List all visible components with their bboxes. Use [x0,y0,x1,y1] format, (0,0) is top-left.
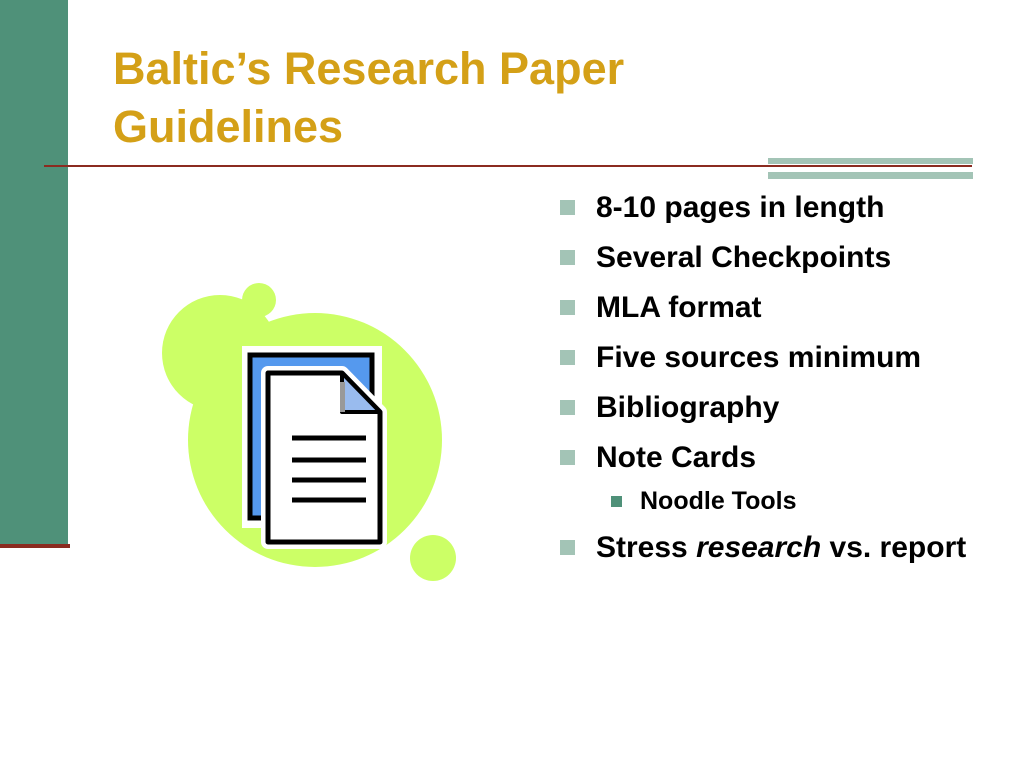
bullet-text: 8-10 pages in length [596,191,885,224]
sub-bullet-marker [611,496,622,507]
bullet-text: Bibliography [596,391,780,424]
left-accent-bar [0,0,68,546]
bullet-text: Several Checkpoints [596,241,892,274]
bullet-text-emphasis: research [696,531,822,564]
bullet-item [560,188,1000,228]
bullet-item [560,438,1000,478]
doc-fold-shadow [340,382,345,412]
sub-bullet-item [560,482,1000,520]
accent-stripe-bottom [768,172,973,179]
bullet-text: MLA format [596,291,762,324]
bullet-item [560,238,1000,278]
bullet-marker [560,250,575,265]
bullet-marker [560,540,575,555]
documents-icon [160,280,460,585]
accent-stripe-top [768,158,973,164]
bullet-text-after: vs. report [821,531,967,564]
bullet-item [560,338,1000,378]
bullet-marker [560,300,575,315]
bullet-text-before: Stress [596,531,697,564]
clipart-small-circle [242,283,276,317]
sub-bullet-text: Noodle Tools [640,487,797,515]
bullet-item [560,528,1000,568]
bullet-text: Note Cards [596,441,757,474]
bullet-marker [560,350,575,365]
left-accent-rule [0,544,70,548]
bullet-list [560,188,1000,578]
slide-title: Baltic’s Research Paper Guidelines [113,43,625,152]
bullet-marker [560,400,575,415]
bullet-text: Five sources minimum [596,341,922,374]
bullet-marker [560,200,575,215]
title-divider [44,165,972,167]
bullet-item [560,388,1000,428]
clipart-corner-circle [410,535,456,581]
bullet-marker [560,450,575,465]
bullet-item [560,288,1000,328]
